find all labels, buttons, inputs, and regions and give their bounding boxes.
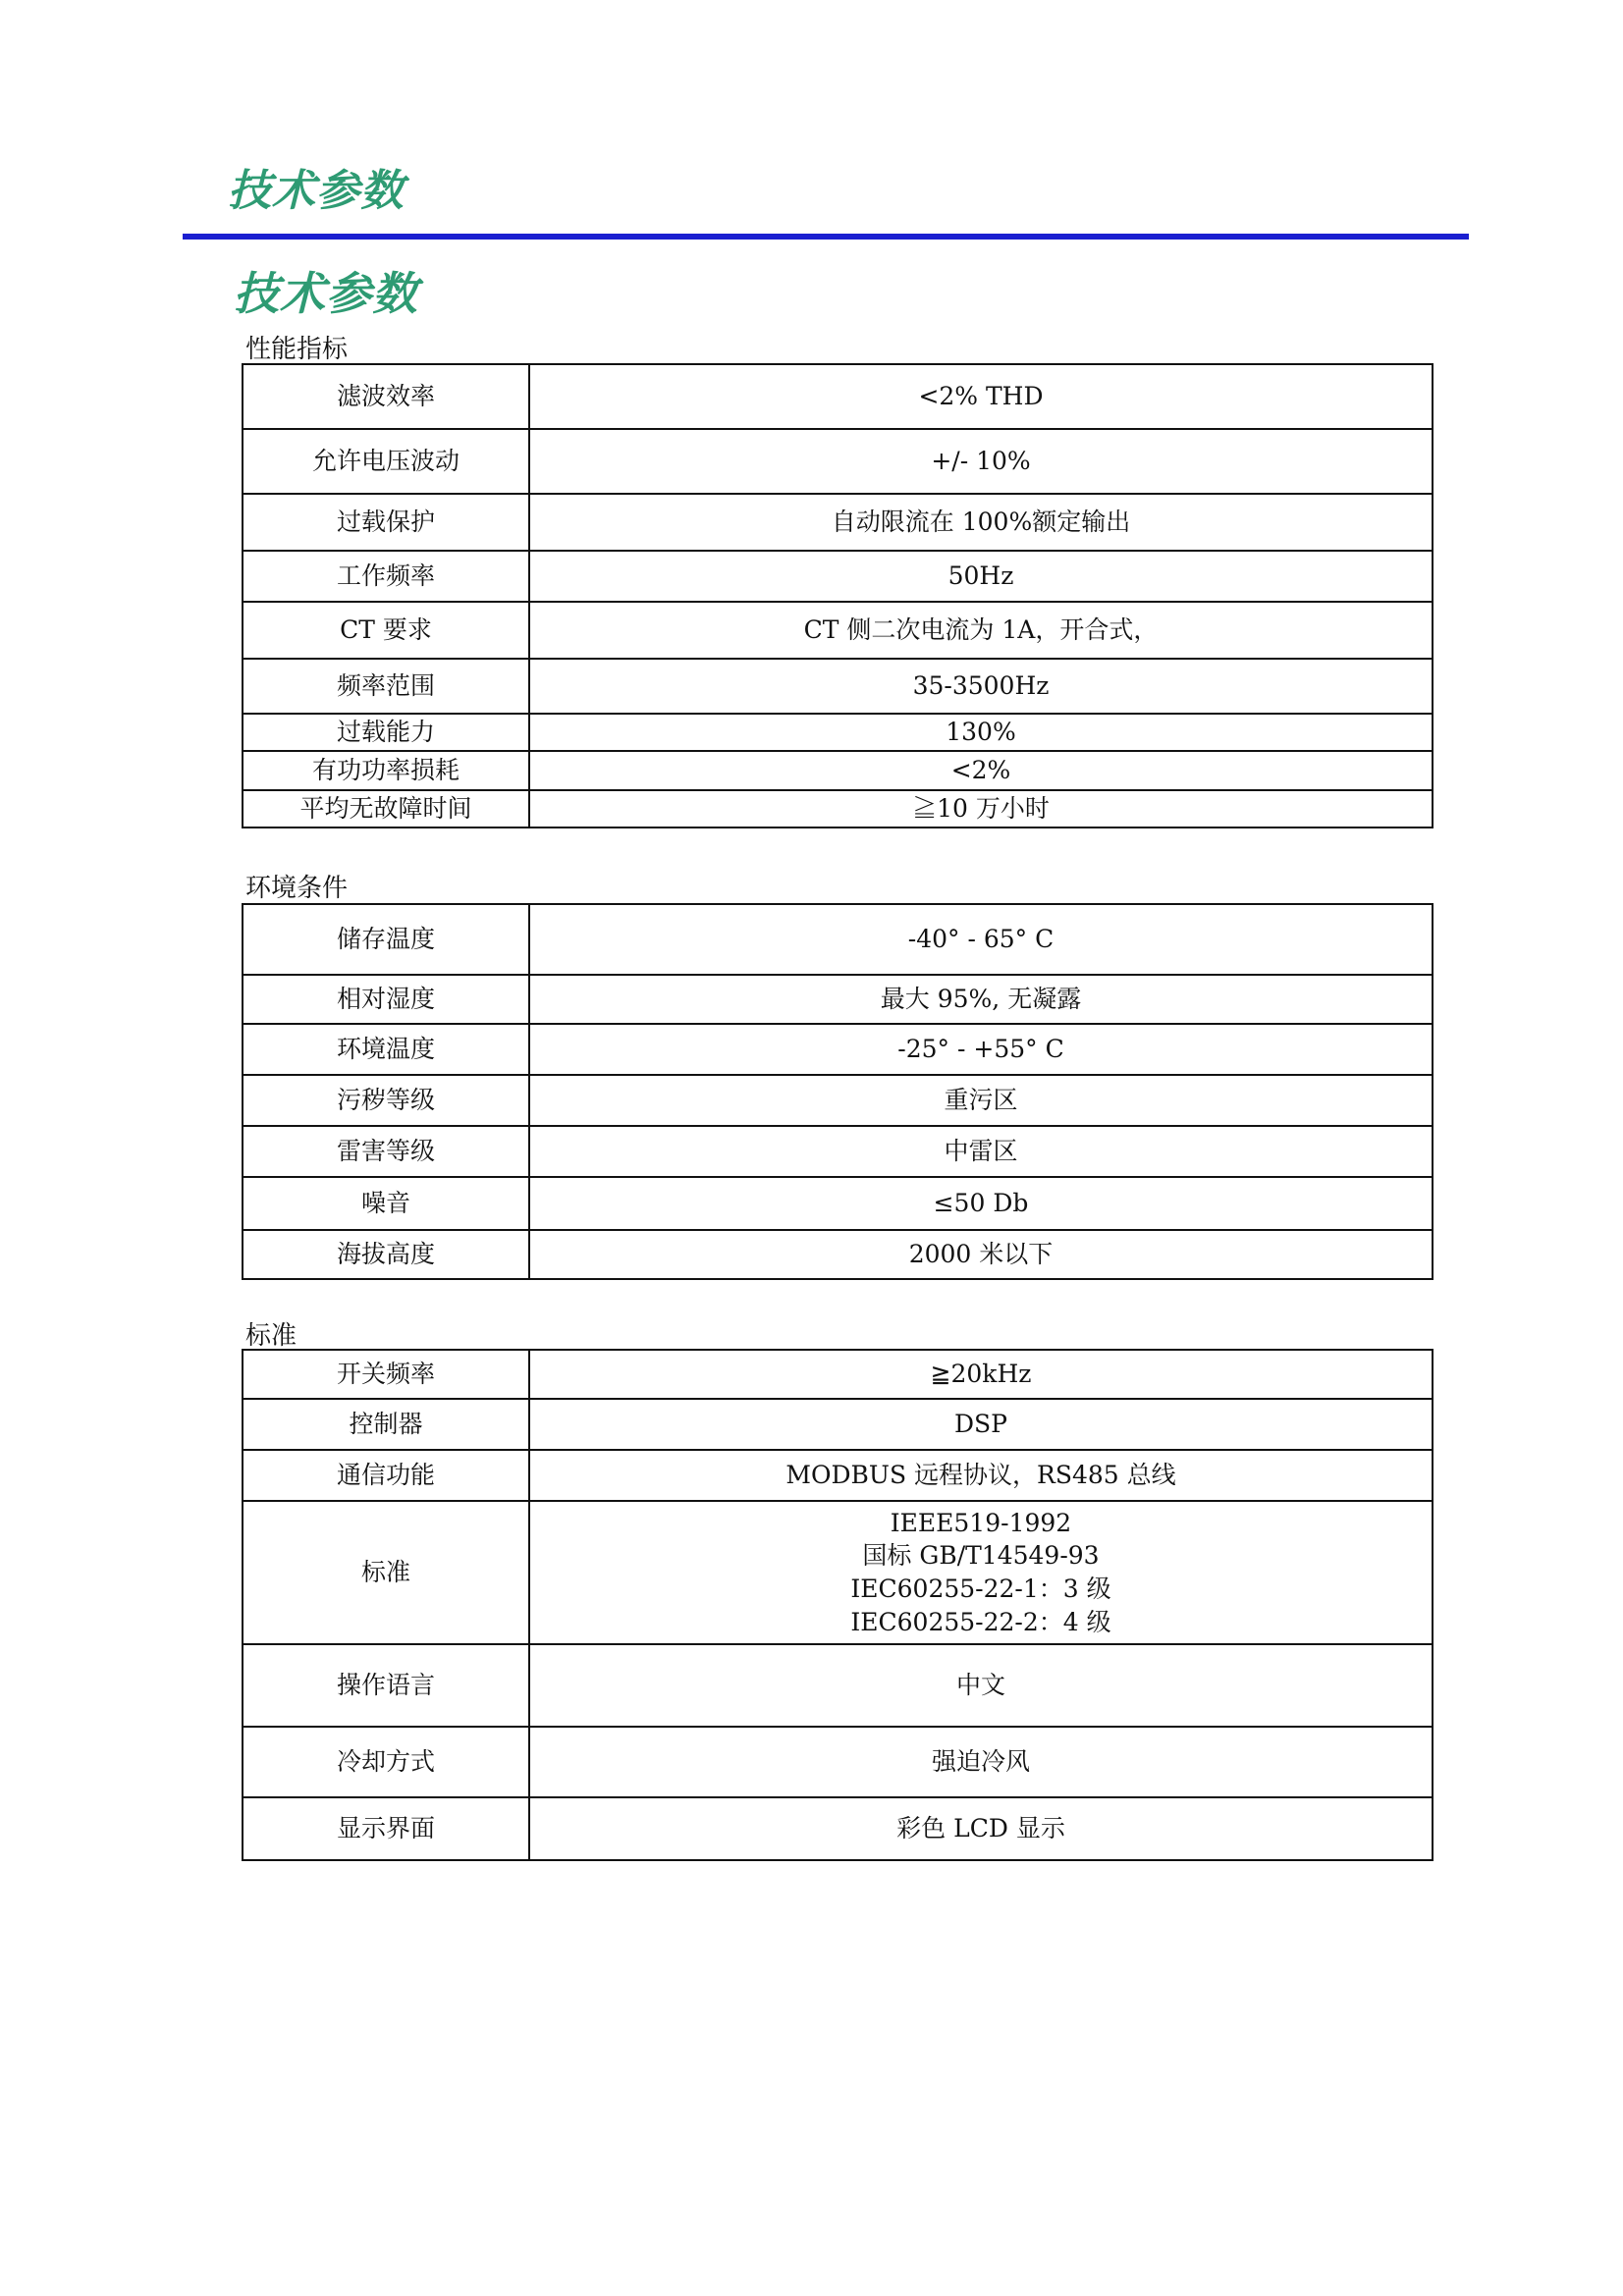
table-row	[243, 494, 1433, 551]
param-value: CT 侧二次电流为 1A，开合式，	[529, 602, 1433, 659]
param-value: 35-3500Hz	[529, 659, 1433, 714]
environment-table	[242, 903, 1434, 1280]
param-name: 标准	[243, 1501, 529, 1644]
performance-table	[242, 363, 1434, 828]
param-value: 彩色 LCD 显示	[529, 1797, 1433, 1860]
param-name: 噪音	[243, 1177, 529, 1230]
standard-line: IEC60255-22-1：3 级	[850, 1575, 1111, 1603]
environment-label: 环境条件	[245, 874, 349, 903]
param-name: 控制器	[243, 1399, 529, 1450]
header-rule	[183, 234, 1469, 240]
table-row	[243, 429, 1433, 494]
param-name: 允许电压波动	[243, 429, 529, 494]
performance-label: 性能指标	[245, 335, 349, 364]
table-row	[243, 1644, 1433, 1727]
param-name: 工作频率	[243, 551, 529, 602]
table-row	[243, 1501, 1433, 1644]
table-row	[243, 1024, 1433, 1075]
table-row	[243, 1450, 1433, 1501]
param-name: 平均无故障时间	[243, 790, 529, 828]
param-value: 50Hz	[529, 551, 1433, 602]
param-value: ≤50 Db	[529, 1177, 1433, 1230]
section-title: 技术参数	[234, 267, 418, 320]
param-value: 强迫冷风	[529, 1727, 1433, 1797]
table-row	[243, 1797, 1433, 1860]
table-row	[243, 602, 1433, 659]
param-value: <2% THD	[529, 364, 1433, 429]
param-value-multiline	[529, 1501, 1433, 1644]
param-value: 重污区	[529, 1075, 1433, 1126]
standard-line: IEC60255-22-2：4 级	[850, 1607, 1111, 1636]
param-value: 130%	[529, 714, 1433, 751]
param-name: 海拔高度	[243, 1230, 529, 1279]
table-row	[243, 904, 1433, 975]
table-row	[243, 714, 1433, 751]
param-name: 有功功率损耗	[243, 751, 529, 790]
table-row	[243, 1399, 1433, 1450]
param-name: 操作语言	[243, 1644, 529, 1727]
table-row	[243, 551, 1433, 602]
param-name: 频率范围	[243, 659, 529, 714]
table-row	[243, 364, 1433, 429]
param-name: 滤波效率	[243, 364, 529, 429]
param-value: DSP	[529, 1399, 1433, 1450]
page-header-title: 技术参数	[228, 166, 405, 216]
param-name: 开关频率	[243, 1350, 529, 1399]
param-name: 通信功能	[243, 1450, 529, 1501]
standard-line: IEEE519-1992	[890, 1508, 1072, 1537]
table-row	[243, 975, 1433, 1024]
param-name: 冷却方式	[243, 1727, 529, 1797]
param-name: 相对湿度	[243, 975, 529, 1024]
param-value: ≧20kHz	[529, 1350, 1433, 1399]
table-row	[243, 1727, 1433, 1797]
standard-label: 标准	[245, 1321, 298, 1351]
param-value: 中文	[529, 1644, 1433, 1727]
table-row	[243, 1177, 1433, 1230]
param-name: 雷害等级	[243, 1126, 529, 1177]
table-row	[243, 1075, 1433, 1126]
standard-line: 国标 GB/T14549-93	[862, 1541, 1100, 1571]
table-row	[243, 790, 1433, 828]
param-value: ≧10 万小时	[529, 790, 1433, 828]
param-value: -40° - 65° C	[529, 904, 1433, 975]
param-name: CT 要求	[243, 602, 529, 659]
param-value: 自动限流在 100%额定输出	[529, 494, 1433, 551]
table-row	[243, 1230, 1433, 1279]
param-value: +/- 10%	[529, 429, 1433, 494]
param-value: -25° - +55° C	[529, 1024, 1433, 1075]
param-value: 2000 米以下	[529, 1230, 1433, 1279]
param-name: 过载能力	[243, 714, 529, 751]
param-name: 污秽等级	[243, 1075, 529, 1126]
param-value: <2%	[529, 751, 1433, 790]
param-value: 最大 95%, 无凝露	[529, 975, 1433, 1024]
table-row	[243, 659, 1433, 714]
param-value: MODBUS 远程协议，RS485 总线	[529, 1450, 1433, 1501]
table-row	[243, 1350, 1433, 1399]
param-name: 过载保护	[243, 494, 529, 551]
param-name: 储存温度	[243, 904, 529, 975]
table-row	[243, 1126, 1433, 1177]
table-row	[243, 751, 1433, 790]
param-value: 中雷区	[529, 1126, 1433, 1177]
param-name: 环境温度	[243, 1024, 529, 1075]
param-name: 显示界面	[243, 1797, 529, 1860]
standard-table	[242, 1349, 1434, 1861]
